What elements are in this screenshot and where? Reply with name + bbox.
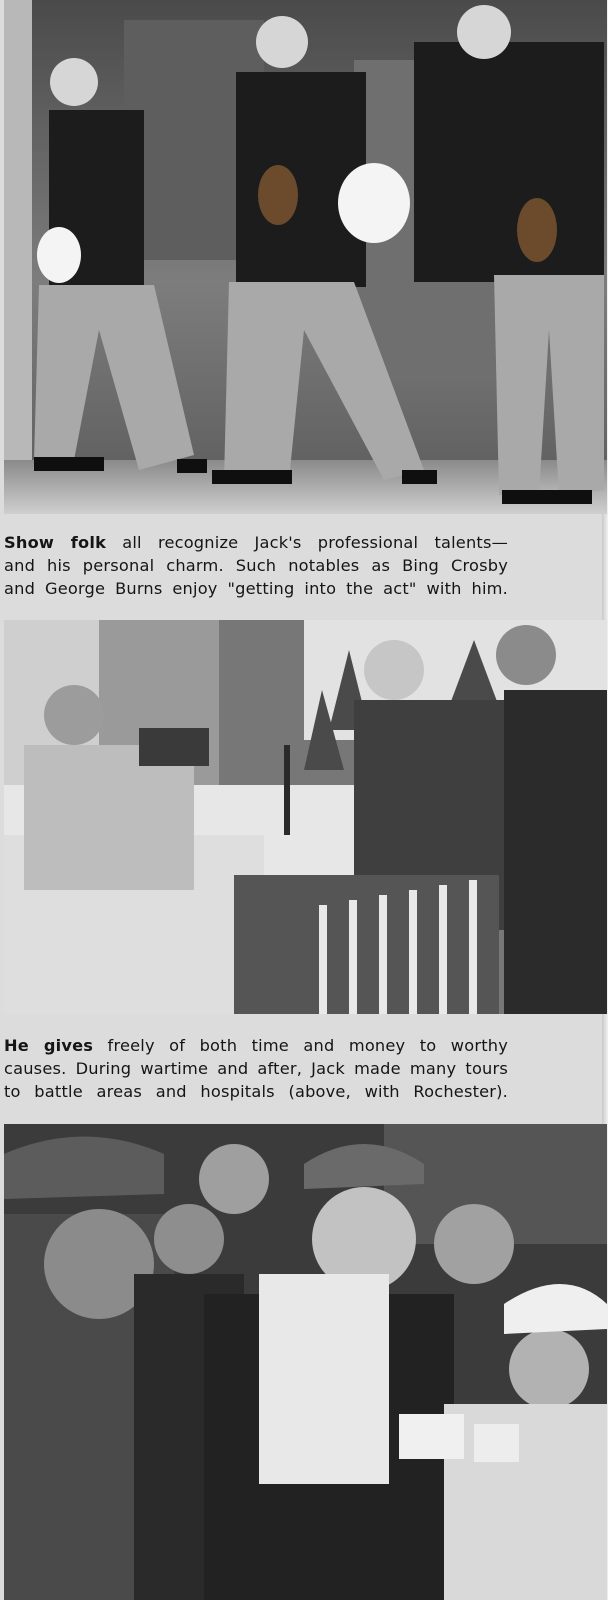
caption-gives — [4, 1034, 508, 1103]
caption-line — [4, 531, 508, 554]
caption-text: freely of both time and money to worthy — [93, 1036, 508, 1055]
caption-show-folk — [4, 531, 508, 600]
troops-photo — [4, 1124, 607, 1600]
caption-line — [4, 1034, 508, 1057]
caption-text: all recognize Jack's professional talents— — [106, 533, 508, 552]
caption-lead: Show folk — [4, 533, 107, 552]
caption-lead: He gives — [4, 1036, 94, 1055]
stage-photo-image — [4, 0, 607, 514]
hospital-photo-image — [4, 620, 607, 1014]
caption-line: and his personal charm. Such notables as Bing Crosby — [4, 556, 508, 575]
caption-line: and George Burns enjoy "getting into the act" with him. — [4, 579, 508, 598]
hospital-photo — [4, 620, 607, 1014]
caption-line: causes. During wartime and after, Jack made many tours — [4, 1059, 508, 1078]
troops-photo-image — [4, 1124, 607, 1600]
stage-photo — [4, 0, 607, 514]
caption-line: to battle areas and hospitals (above, with Rochester). — [4, 1082, 508, 1101]
